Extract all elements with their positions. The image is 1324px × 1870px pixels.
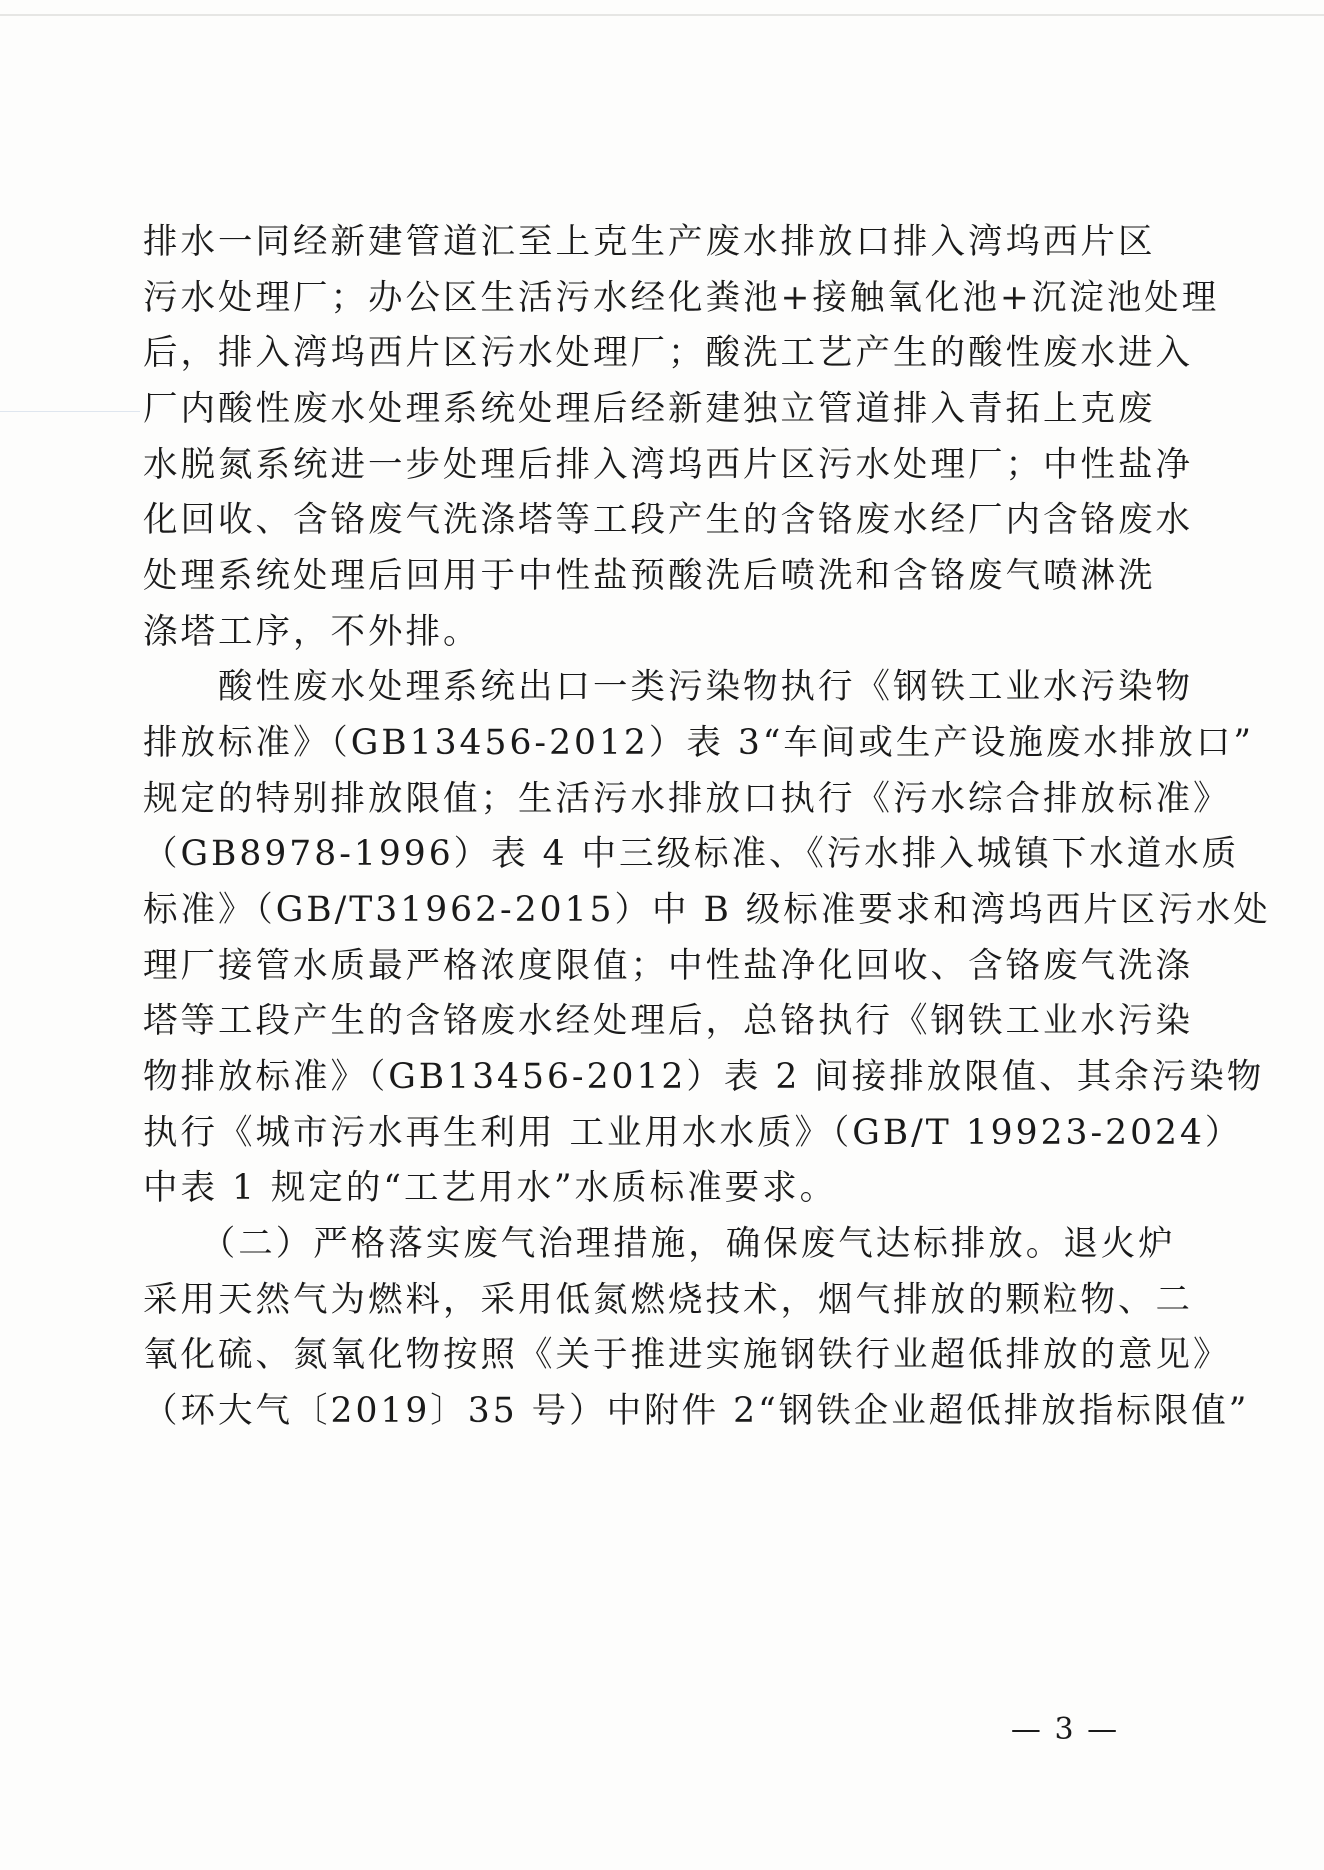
text-line: 塔等工段产生的含铬废水经处理后，总铬执行《钢铁工业水污染 <box>143 1001 1193 1041</box>
text-line: （环大气〔2019〕35 号）中附件 2“钢铁企业超低排放指标限值” <box>143 1391 1250 1431</box>
text-line: 水脱氮系统进一步处理后排入湾坞西片区污水处理厂；中性盐净 <box>143 445 1193 485</box>
text-line: 物排放标准》（GB13456-2012）表 2 间接排放限值、其余污染物 <box>143 1057 1265 1097</box>
text-line: 排放标准》（GB13456-2012）表 3“车间或生产设施废水排放口” <box>143 723 1255 763</box>
text-line: 处理系统处理后回用于中性盐预酸洗后喷洗和含铬废气喷淋洗 <box>143 556 1156 596</box>
text-line: 规定的特别排放限值；生活污水排放口执行《污水综合排放标准》 <box>143 779 1231 819</box>
text-line: 氧化硫、氮氧化物按照《关于推进实施钢铁行业超低排放的意见》 <box>143 1335 1231 1375</box>
text-line: （二）严格落实废气治理措施，确保废气达标排放。退火炉 <box>143 1224 1176 1264</box>
text-line: 涤塔工序，不外排。 <box>143 612 481 652</box>
scan-top-edge <box>0 14 1324 16</box>
text-line: （GB8978-1996）表 4 中三级标准、《污水排入城镇下水道水质 <box>143 834 1240 874</box>
text-line: 后，排入湾坞西片区污水处理厂；酸洗工艺产生的酸性废水进入 <box>143 333 1193 373</box>
scan-side-mark <box>0 411 140 412</box>
text-line: 理厂接管水质最严格浓度限值；中性盐净化回收、含铬废气洗涤 <box>143 946 1193 986</box>
text-line: 酸性废水处理系统出口一类污染物执行《钢铁工业水污染物 <box>143 667 1193 707</box>
text-line: 中表 1 规定的“工艺用水”水质标准要求。 <box>143 1168 838 1208</box>
page-number: — 3 — <box>1010 1712 1120 1747</box>
text-line: 执行《城市污水再生利用 工业用水水质》（GB/T 19923-2024） <box>143 1113 1243 1153</box>
text-line: 排水一同经新建管道汇至上克生产废水排放口排入湾坞西片区 <box>143 222 1156 262</box>
text-line: 厂内酸性废水处理系统处理后经新建独立管道排入青拓上克废 <box>143 389 1156 429</box>
text-line: 标准》（GB/T31962-2015）中 B 级标准要求和湾坞西片区污水处 <box>143 890 1271 930</box>
text-line: 污水处理厂；办公区生活污水经化粪池+接触氧化池+沉淀池处理 <box>143 278 1220 318</box>
text-line: 采用天然气为燃料，采用低氮燃烧技术，烟气排放的颗粒物、二 <box>143 1280 1193 1320</box>
text-line: 化回收、含铬废气洗涤塔等工段产生的含铬废水经厂内含铬废水 <box>143 500 1193 540</box>
